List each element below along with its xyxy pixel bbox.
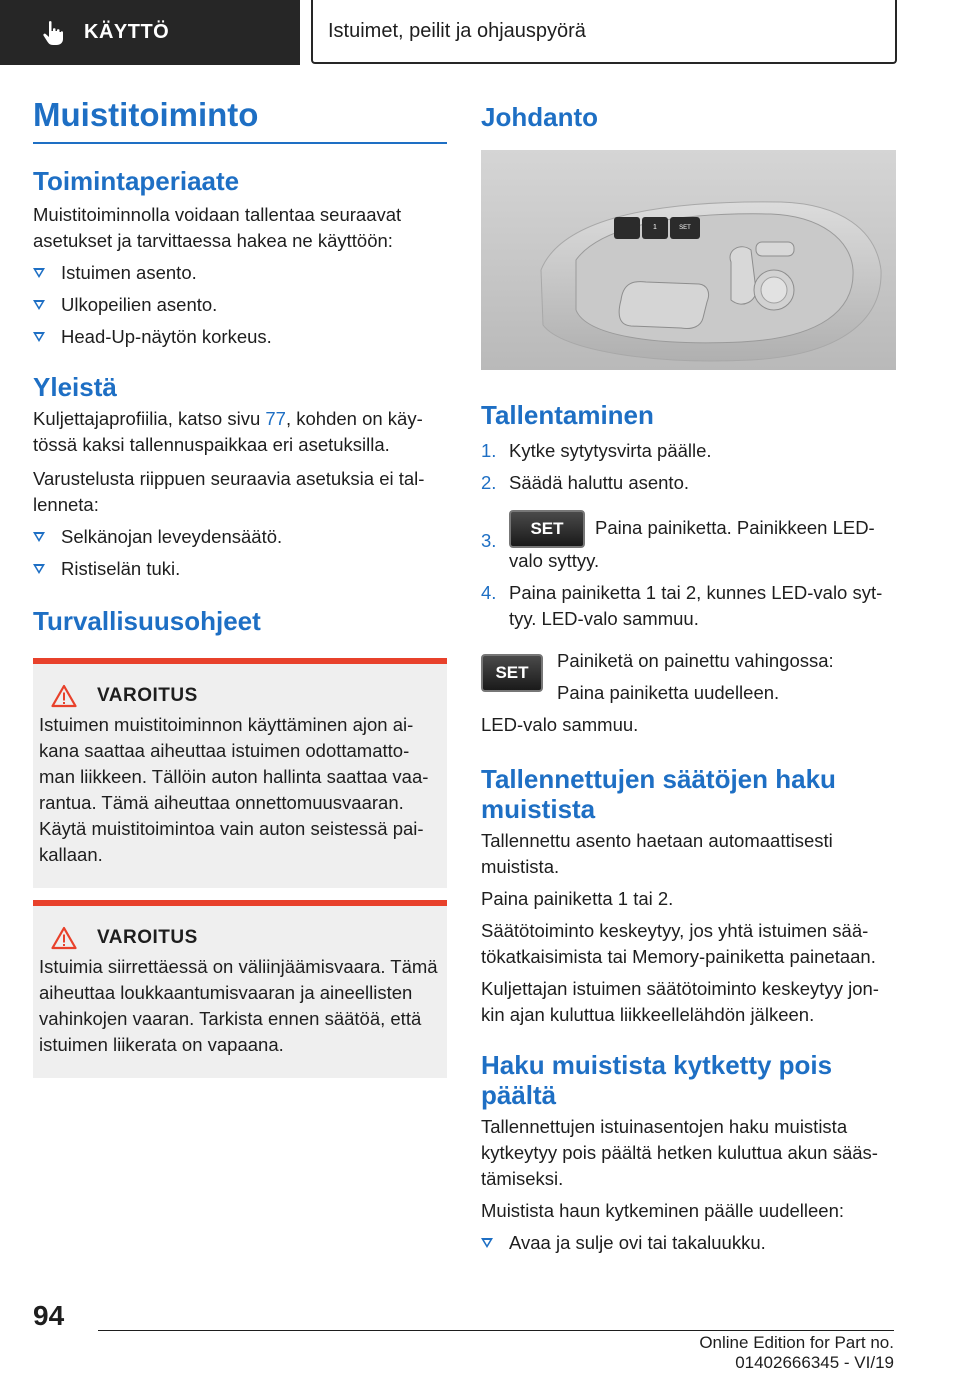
- page-number: 94: [33, 1300, 65, 1331]
- note-text: Paina painiketta uudelleen.: [557, 682, 780, 703]
- seat-memory-buttons-illustration: [481, 150, 896, 370]
- triangle-bullet-icon: [33, 532, 45, 542]
- list-item: Head-Up-näytön korkeus.: [33, 324, 447, 350]
- principle-heading: Toimintaperiaate: [33, 166, 240, 196]
- set-button-icon: SET: [481, 654, 543, 692]
- saving-steps: [481, 438, 896, 632]
- note-text: Painiketä on painettu vahingossa:: [557, 650, 834, 671]
- section-tab: [0, 0, 300, 65]
- chapter-tab: [311, 0, 897, 64]
- warning-label: VAROITUS: [97, 927, 198, 948]
- list-item: Selkänojan leveydensäätö.: [33, 524, 447, 550]
- intro-heading: Johdanto: [481, 102, 598, 132]
- edition-text: Online Edition for Part no. 01402666345 - VI/19: [699, 1333, 894, 1372]
- recall-p1: Tallennettu asento haetaan automaattisesti muistista.: [481, 830, 833, 877]
- off-p2: Muistista haun kytkeminen päälle uudelleen:: [481, 1200, 845, 1221]
- triangle-bullet-icon: [33, 332, 45, 342]
- list-item: Avaa ja sulje ovi tai takaluukku.: [481, 1230, 896, 1256]
- warning-box: [33, 900, 447, 1078]
- warning-triangle-icon: [51, 926, 77, 950]
- triangle-bullet-icon: [33, 300, 45, 310]
- note-block: [481, 648, 896, 706]
- warning-label: VAROITUS: [97, 685, 198, 706]
- after-text: LED-valo sammuu.: [481, 714, 639, 735]
- page-reference-link[interactable]: 77: [265, 408, 286, 429]
- triangle-bullet-icon: [33, 268, 45, 278]
- svg-text:SET: SET: [679, 225, 691, 231]
- list-item: 2. Säädä haluttu asento.: [481, 472, 690, 493]
- recall-p3: Säätötoiminto keskeytyy, jos yhtä istuimen säätökatkaisimista tai Memory-painiketta painetaan.: [481, 920, 876, 967]
- recall-p2: Paina painiketta 1 tai 2.: [481, 888, 674, 909]
- off-heading: Haku muistista kytketty pois päältä: [481, 1050, 833, 1110]
- warning-box: [33, 658, 447, 888]
- triangle-bullet-icon: [33, 564, 45, 574]
- list-item: 1. Kytke sytytysvirta päälle.: [481, 440, 712, 461]
- seat-control-photo: [481, 150, 896, 370]
- left-column: [33, 96, 447, 1078]
- footer-divider: [98, 1330, 894, 1331]
- memory-button-2: [614, 217, 640, 239]
- off-list: [481, 1230, 896, 1256]
- saving-heading: Tallentaminen: [481, 400, 654, 430]
- list-item: 3. SET Paina painiketta. Painikkeen LED-valo syttyy.: [481, 510, 896, 574]
- general-heading: Yleistä: [33, 372, 117, 402]
- principle-list: [33, 260, 447, 350]
- right-column: [481, 96, 896, 1256]
- list-item: Istuimen asento.: [33, 260, 447, 286]
- recall-p4: Kuljettajan istuimen säätötoiminto keskeytyy jonkin ajan kuluttua liikkeellelähdön jälkeen.: [481, 978, 879, 1025]
- recall-heading: Tallennettujen säätöjen haku muistista: [481, 764, 836, 824]
- warning-text: Istuimen muistitoiminnon käyttäminen ajon aikana saattaa aiheuttaa istuimen odottamattoman liikkeen. Tällöin auton hallinta saattaa vaarantua. Tämä aiheuttaa onnettomuusvaaran. Käytä muistitoimintoa vain auton seistessä paikallaan.: [39, 714, 429, 865]
- triangle-bullet-icon: [481, 1238, 493, 1248]
- list-item: Ristiselän tuki.: [33, 556, 447, 582]
- off-p1: Tallennettujen istuinasentojen haku muistista kytkeytyy pois päältä hetken kuluttua akun säästämiseksi.: [481, 1116, 878, 1189]
- page-title: Muistitoiminto: [33, 96, 447, 144]
- chapter-title: Istuimet, peilit ja ohjauspyörä: [328, 19, 586, 42]
- section-title: KÄYTTÖ: [84, 21, 170, 43]
- general-text: Kuljettajaprofiilia, katso sivu 77, kohden on käytössä kaksi tallennuspaikkaa eri asetuksilla.: [33, 408, 423, 455]
- principle-intro: Muistitoiminnolla voidaan tallentaa seuraavat asetukset ja tarvittaessa hakea ne käyttöön:: [33, 204, 402, 251]
- list-item: Ulkopeilien asento.: [33, 292, 447, 318]
- warning-triangle-icon: [51, 684, 77, 708]
- list-item: 4. Paina painiketta 1 tai 2, kunnes LED-valo syttyy. LED-valo sammuu.: [481, 582, 883, 629]
- warning-text: Istuimia siirrettäessä on väliinjäämisvaara. Tämä aiheuttaa loukkaantumisvaaran ja aineellisten vahinkojen vaaran. Tarkista ennen säätöä, että istuimen liikerata on vapaana.: [39, 956, 438, 1055]
- general-list: [33, 524, 447, 582]
- svg-text:1: 1: [653, 224, 657, 231]
- hand-pointer-icon: [42, 20, 64, 46]
- set-button-icon: SET: [509, 510, 585, 548]
- general-text-2: Varustelusta riippuen seuraavia asetuksia ei tallenneta:: [33, 468, 425, 515]
- safety-heading: Turvallisuusohjeet: [33, 606, 261, 636]
